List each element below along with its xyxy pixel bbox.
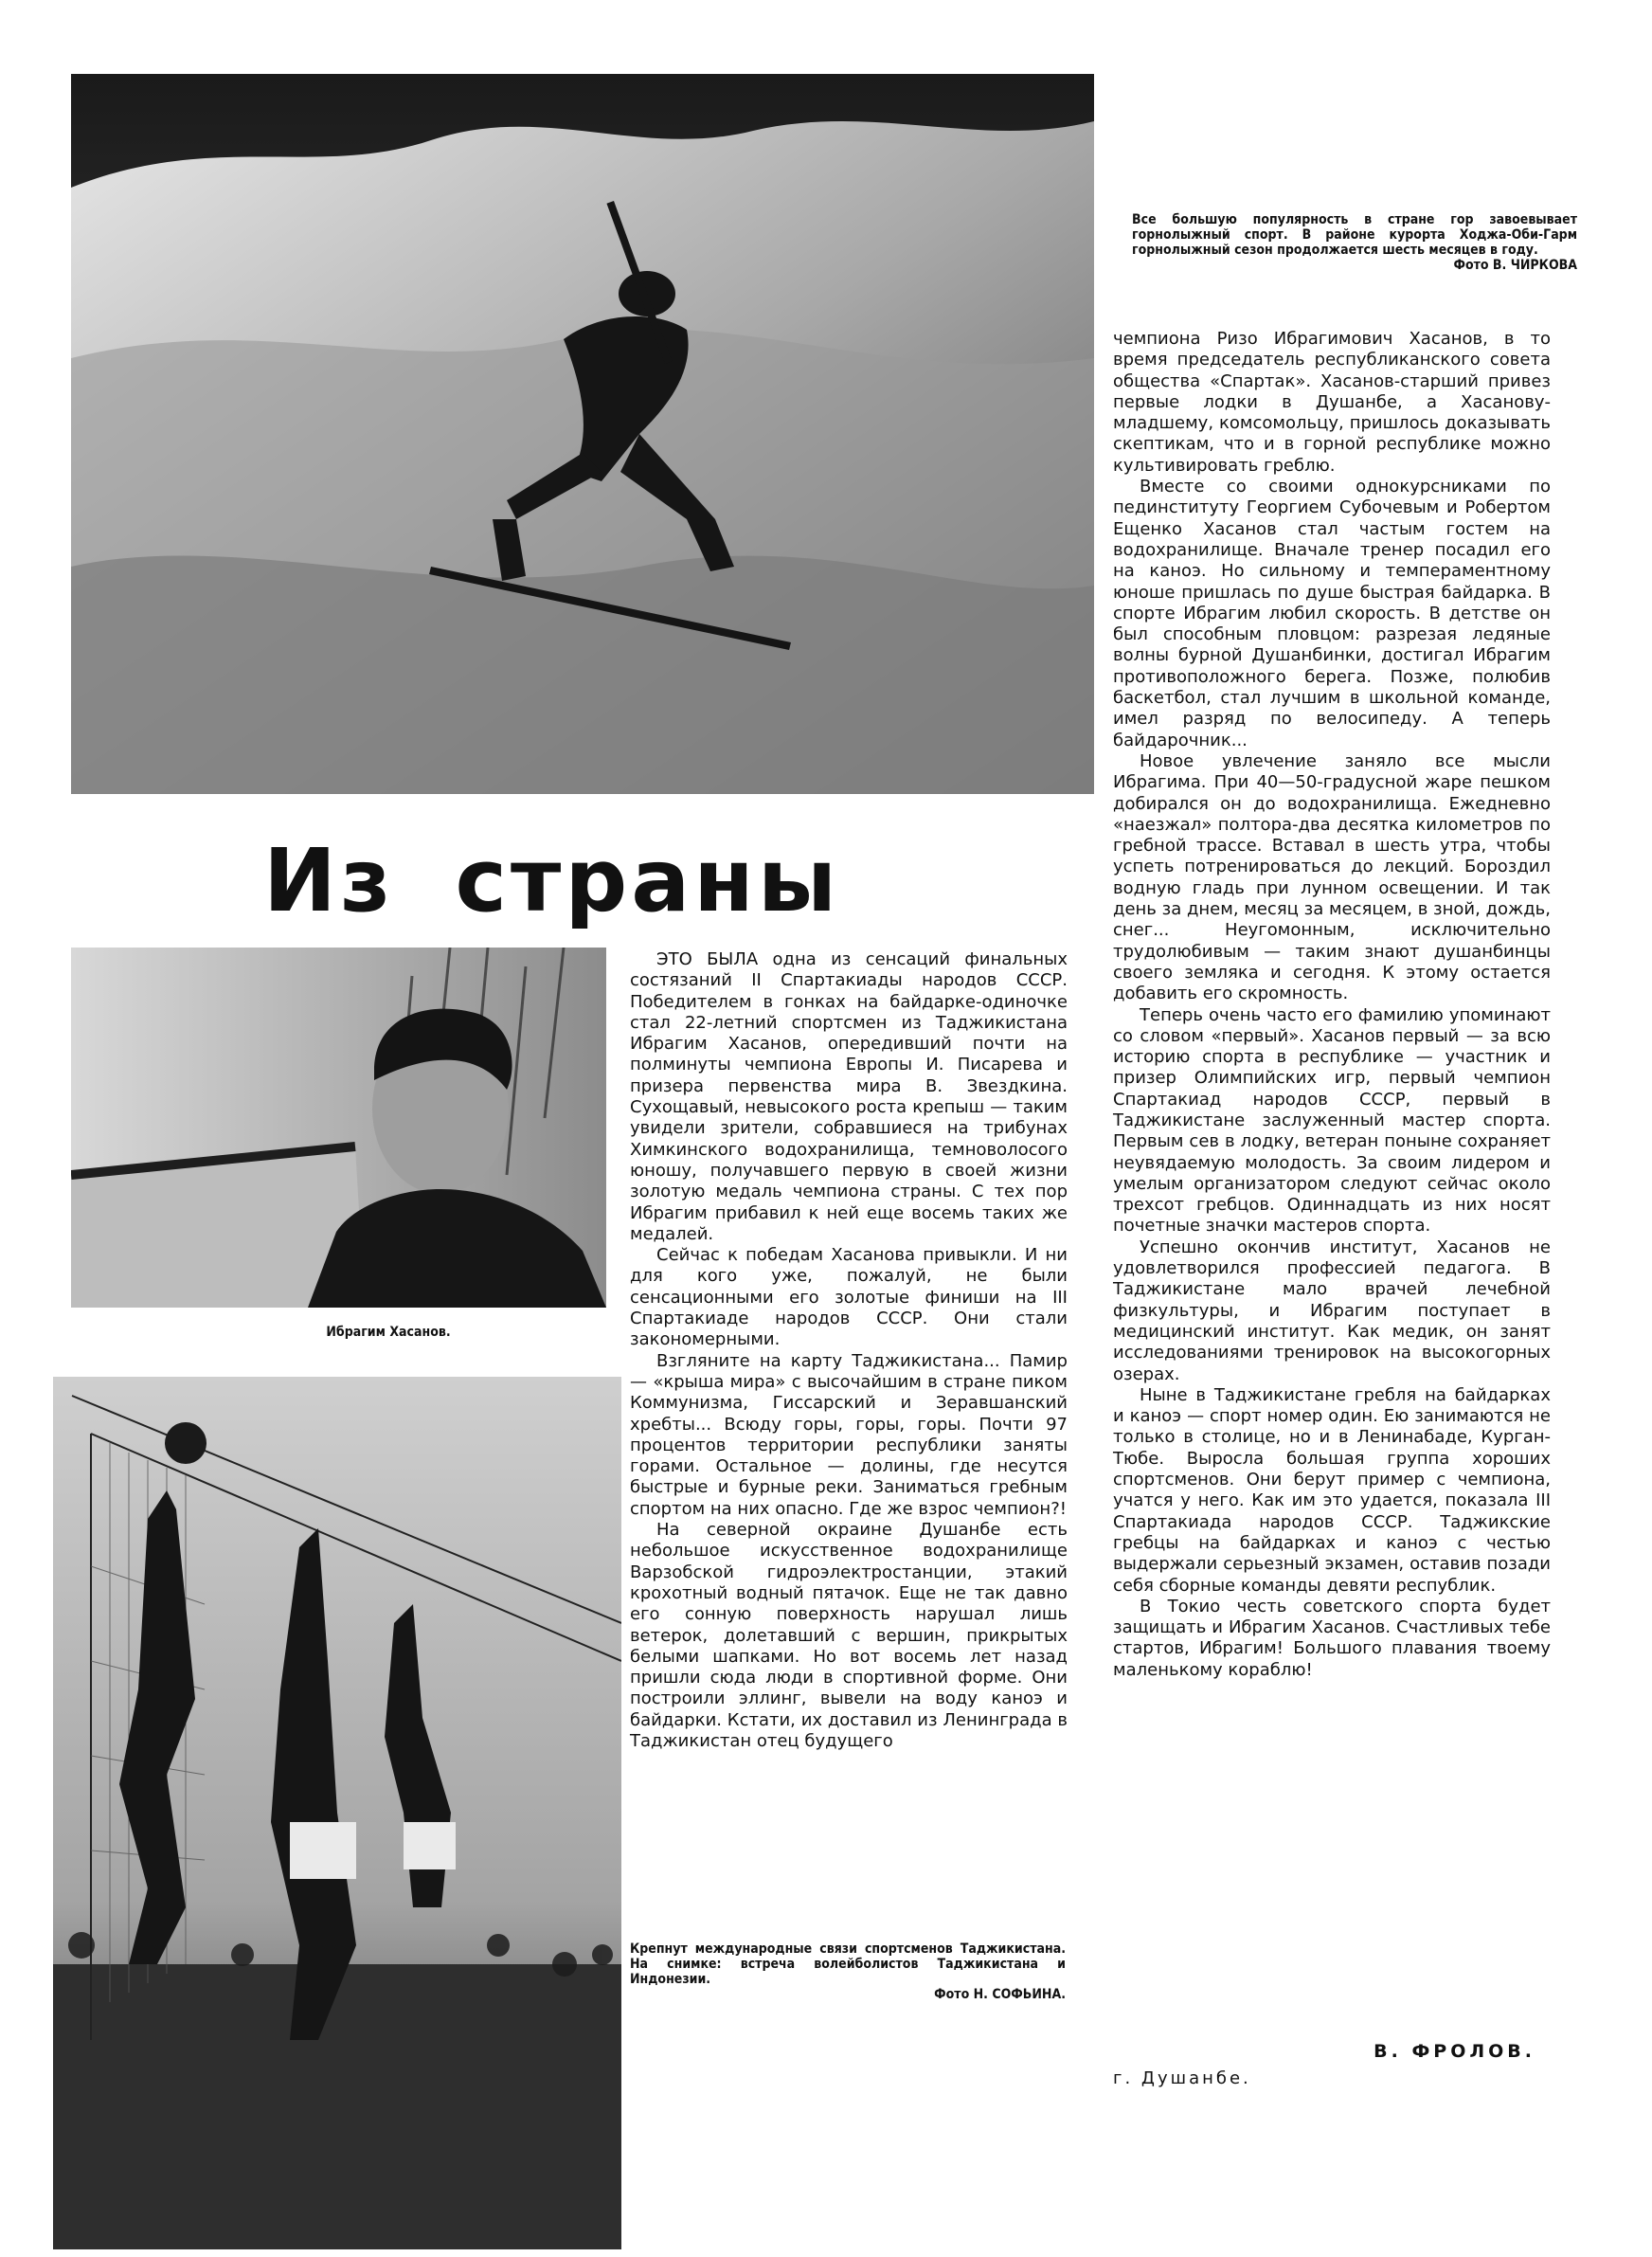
- skier-photo: [71, 74, 1094, 794]
- volleyball-caption-credit: Фото Н. СОФЬИНА.: [934, 1987, 1066, 2002]
- portrait-photo-art: [71, 948, 606, 1308]
- skier-caption-text: Все большую популярность в стране гор завоевывает горнолыжный спорт. В районе курорта Ходжа-Оби-Гарм горнолыжный сезон продолжается шесть месяцев в году.: [1132, 212, 1577, 258]
- article-paragraph: Новое увлечение заняло все мысли Ибрагима. При 40—50-градусной жаре пешком добирался он до водохранилища. Ежедневно «наезжал» полтора-два десятка километров по гребной трассе. Вставал в шесть утра, чтобы успеть потренироваться до лекций. Бороздил водную гладь при лунном освещении. И так день за днем, месяц за месяцем, в зной, дождь, снег... Неугомонным, исключительно трудолюбивым — таким знают душанбинцы своего земляка и сегодня. К этому остается добавить его скромность.: [1113, 750, 1551, 1004]
- article-headline: Из страны: [263, 830, 841, 931]
- article-column-middle: [630, 949, 1068, 1752]
- volleyball-photo-caption: [630, 1941, 1066, 2002]
- skier-photo-art: [71, 74, 1094, 794]
- article-paragraph: Вместе со своими однокурсниками по пединституту Георгием Субочевым и Робертом Ещенко Хасанов стал частым гостем на водохранилище. Вначале тренер посадил его на каноэ. Но сильному и темпераментному юноше пришлась по душе быстрая байдарка. В спорте Ибрагим любил скорость. В детстве он был способным пловцом: разрезая ледяные волны бурной Душанбинки, достигал Ибрагим противоположного берега. Позже, полюбив баскетбол, стал лучшим в школьной команде, имел разряд по велосипеду. А теперь байдарочник...: [1113, 477, 1551, 750]
- volleyball-caption-text: Крепнут международные связи спортсменов Таджикистана. На снимке: встреча волейболистов Таджикистана и Индонезии.: [630, 1941, 1066, 1987]
- article-paragraph: На северной окраине Душанбе есть небольшое искусственное водохранилище Варзобской гидроэлектростанции, этакий крохотный водный пятачок. Еще не так давно его сонную поверхность нарушал лишь ветерок, долетавший с вершин, прикрытых белыми шапками. Но вот восемь лет назад пришли сюда люди в спортивной форме. Они построили эллинг, вывели на воду каноэ и байдарки. Кстати, их доставил из Ленинграда в Таджикистан отец будущего: [630, 1520, 1068, 1751]
- skier-caption-credit: Фото В. ЧИРКОВА: [1453, 258, 1577, 273]
- article-paragraph-continuation: чемпиона Ризо Ибрагимович Хасанов, в то время председатель республиканского совета общества «Спартак». Хасанов-старший привез первые лодки в Душанбе, а Хасанову-младшему, комсомольцу, пришлось доказывать скептикам, что и в горной республике можно культивировать греблю.: [1113, 329, 1551, 476]
- volleyball-photo-art: [53, 1377, 621, 2249]
- article-paragraph: Теперь очень часто его фамилию упоминают со словом «первый». Хасанов первый — за всю историю спорта в республике — участник и призер Олимпийских игр, первый чемпион Спартакиад народов СССР, первый в Таджикистане заслуженный мастер спорта. Первым сев в лодку, ветеран поныне сохраняет неувядаемую молодость. За своим лидером и умелым организатором следуют сейчас около трехсот гребцов. Одиннадцать из них носят почетные значки мастеров спорта.: [1113, 1004, 1551, 1237]
- article-paragraph: Успешно окончив институт, Хасанов не удовлетворился профессией педагога. В Таджикистане мало врачей лечебной физкультуры, и Ибрагим поступает в медицинский институт. Как медик, он занят исследованиями тренировок на высокогорных озерах.: [1113, 1237, 1551, 1384]
- article-paragraph: В Токио честь советского спорта будет защищать и Ибрагим Хасанов. Счастливых тебе стартов, Ибрагим! Большого плавания твоему маленькому кораблю!: [1113, 1596, 1551, 1680]
- volleyball-photo: [53, 1377, 621, 2249]
- article-paragraph: Ныне в Таджикистане гребля на байдарках и каноэ — спорт номер один. Ею занимаются не только в столице, но и в Ленинабаде, Курган-Тюбе. Выросла большая группа хороших спортсменов. Они берут пример с чемпиона, учатся у него. Как им это удается, показала III Спартакиада народов СССР. Таджикские гребцы на байдарках и каноэ с честью выдержали серьезный экзамен, оставив позади себя сборные команды девяти республик.: [1113, 1384, 1551, 1596]
- article-paragraph: ЭТО БЫЛА одна из сенсаций финальных состязаний II Спартакиады народов СССР. Победителем в гонках на байдарке-одиночке стал 22-летний спортсмен из Таджикистана Ибрагим Хасанов, опередивший почти на полминуты чемпиона Европы И. Писарева и призера первенства мира В. Звездкина. Сухощавый, невысокого роста крепыш — таким увидели зрители, собравшиеся на трибунах Химкинского водохранилища, темноволосого юношу, получавшего первую в своей жизни золотую медаль чемпиона страны. С тех пор Ибрагим прибавил к ней еще восемь таких же медалей.: [630, 949, 1068, 1244]
- article-place: г. Душанбе.: [1113, 2068, 1251, 2088]
- portrait-photo-caption: Ибрагим Хасанов.: [326, 1325, 451, 1340]
- skier-photo-caption: [1132, 212, 1577, 273]
- article-column-right: [1113, 329, 1551, 1681]
- article-paragraph: Взгляните на карту Таджикистана... Памир — «крыша мира» с высочайшим в стране пиком Коммунизма, Гиссарский и Зеравшанский хребты... Всюду горы, горы, горы. Почти 97 процентов территории республики заняты горами. Остальное — долины, где несутся быстрые и бурные реки. Заниматься гребным спортом на них опасно. Где же взрос чемпион?!: [630, 1350, 1068, 1519]
- article-paragraph: Сейчас к победам Хасанова привыкли. И ни для кого уже, пожалуй, не были сенсационными его золотые финиши на III Спартакиаде народов СССР. Они стали закономерными.: [630, 1245, 1068, 1350]
- article-author: В. ФРОЛОВ.: [1374, 2041, 1535, 2062]
- volleyball-ball: [165, 1422, 206, 1464]
- portrait-photo: [71, 948, 606, 1308]
